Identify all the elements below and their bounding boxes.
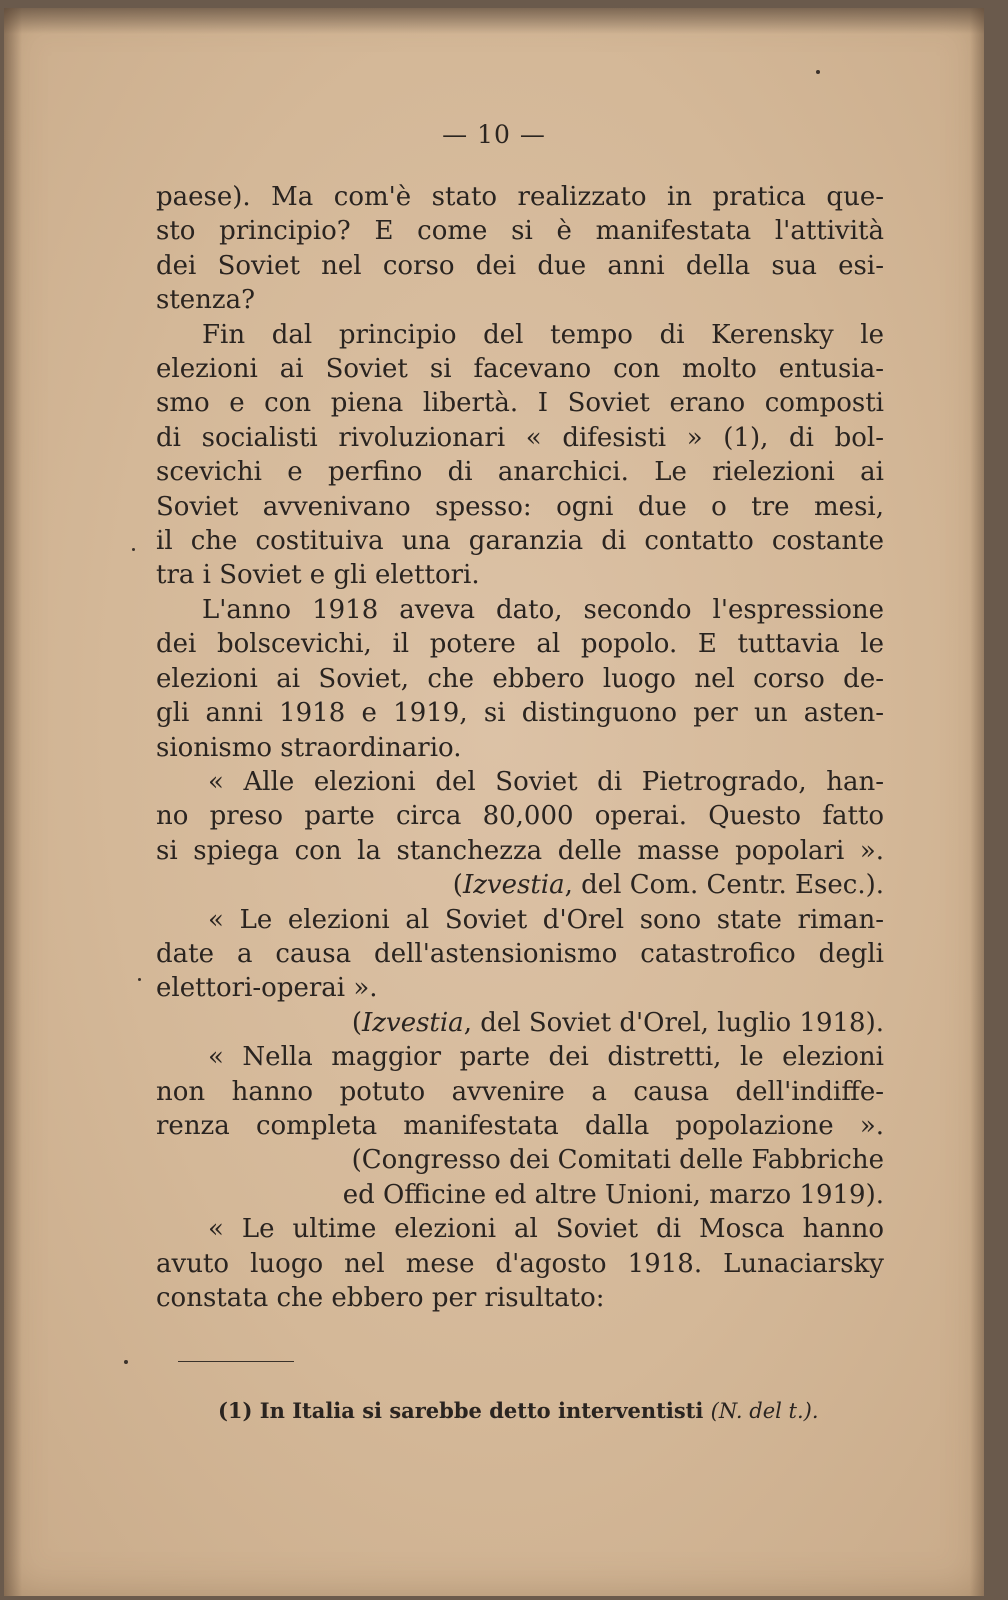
source-title: Izvestia (362, 1007, 464, 1038)
text-line (156, 1006, 884, 1040)
text-line: stenza? (156, 285, 256, 316)
text-line: sto principio? E come si è manifestata l'attività (156, 216, 884, 247)
source-title: Izvestia (462, 870, 565, 901)
text-line: « Le elezioni al Soviet d'Orel sono state riman- (208, 904, 884, 935)
text-line: il che costituiva una garanzia di contatto costante (156, 526, 884, 557)
text-line: sionismo straordinario. (156, 732, 462, 763)
paper-speck (132, 548, 135, 551)
text-line: no preso parte circa 80,000 operai. Questo fatto (156, 801, 884, 832)
footnote-paren-open: ( (710, 1399, 719, 1423)
paper-speck (124, 1360, 128, 1364)
text-line: (Congresso dei Comitati delle Fabbriche (351, 1145, 884, 1176)
text-line: si spiega con la stanchezza delle masse popolari ». (156, 835, 884, 866)
text-line: tra i Soviet e gli elettori. (156, 560, 480, 591)
paper-speck (138, 978, 141, 981)
footnote-text: In Italia si sarebbe detto interventisti (259, 1398, 704, 1423)
text-line: elettori-operai ». (156, 973, 378, 1004)
source-paren: ( (351, 1007, 363, 1038)
source-detail: , del Com. Centr. Esec.). (564, 870, 884, 901)
text-line: non hanno potuto avvenire a causa dell'indiffe- (156, 1076, 884, 1107)
paper-speck (816, 70, 820, 74)
text-line: elezioni ai Soviet si facevano con molto entusia- (156, 354, 884, 385)
text-line: renza completa manifestata dalla popolazione ». (156, 1110, 884, 1141)
footnote-paren-close: ). (803, 1399, 819, 1423)
text-line: Fin dal principio del tempo di Kerensky le (202, 319, 884, 350)
footnote (218, 1398, 898, 1423)
text-line (156, 868, 884, 902)
text-line: constata che ebbero per risultato: (156, 1283, 605, 1313)
page-number: — 10 — (442, 120, 546, 149)
text-line: L'anno 1918 aveva dato, secondo l'espressione (202, 594, 884, 625)
text-line: dei Soviet nel corso dei due anni della sua esi- (156, 250, 884, 281)
footnote-translator-note: N. del t. (718, 1399, 804, 1423)
text-line: avuto luogo nel mese d'agosto 1918. Lunaciarsky (156, 1248, 884, 1279)
footnote-rule (178, 1361, 294, 1362)
text-line: ed Officine ed altre Unioni, marzo 1919). (342, 1179, 884, 1210)
text-line: elezioni ai Soviet, che ebbero luogo nel corso de- (156, 663, 884, 694)
text-line: Soviet avvenivano spesso: ogni due o tre mesi, (156, 491, 884, 522)
text-line: smo e con piena libertà. I Soviet erano composti (156, 388, 884, 419)
source-detail: , del Soviet d'Orel, luglio 1918). (463, 1007, 884, 1038)
text-line: « Le ultime elezioni al Soviet di Mosca hanno (208, 1214, 884, 1245)
text-line: paese). Ma com'è stato realizzato in pratica que- (156, 182, 884, 212)
source-paren: ( (452, 870, 463, 901)
text-line: « Nella maggior parte dei distretti, le elezioni (208, 1042, 884, 1073)
footnote-marker: (1) (218, 1398, 253, 1423)
page-edge-shadow-left (4, 8, 22, 1596)
text-line: gli anni 1918 e 1919, si distinguono per un asten- (156, 698, 884, 729)
page-edge-shadow-right (970, 8, 984, 1596)
text-line: date a causa dell'astensionismo catastrofico degli (156, 938, 884, 969)
text-line: dei bolscevichi, il potere al popolo. E tuttavia le (156, 629, 884, 660)
text-line: scevichi e perfino di anarchici. Le rielezioni ai (156, 457, 884, 488)
book-page (4, 8, 984, 1596)
text-line: di socialisti rivoluzionari « difesisti » (1), di bol- (156, 422, 884, 453)
text-line: « Alle elezioni del Soviet di Pietrogrado, han- (208, 766, 884, 797)
page-edge-shadow-top (4, 8, 984, 34)
body-text (156, 180, 884, 1315)
